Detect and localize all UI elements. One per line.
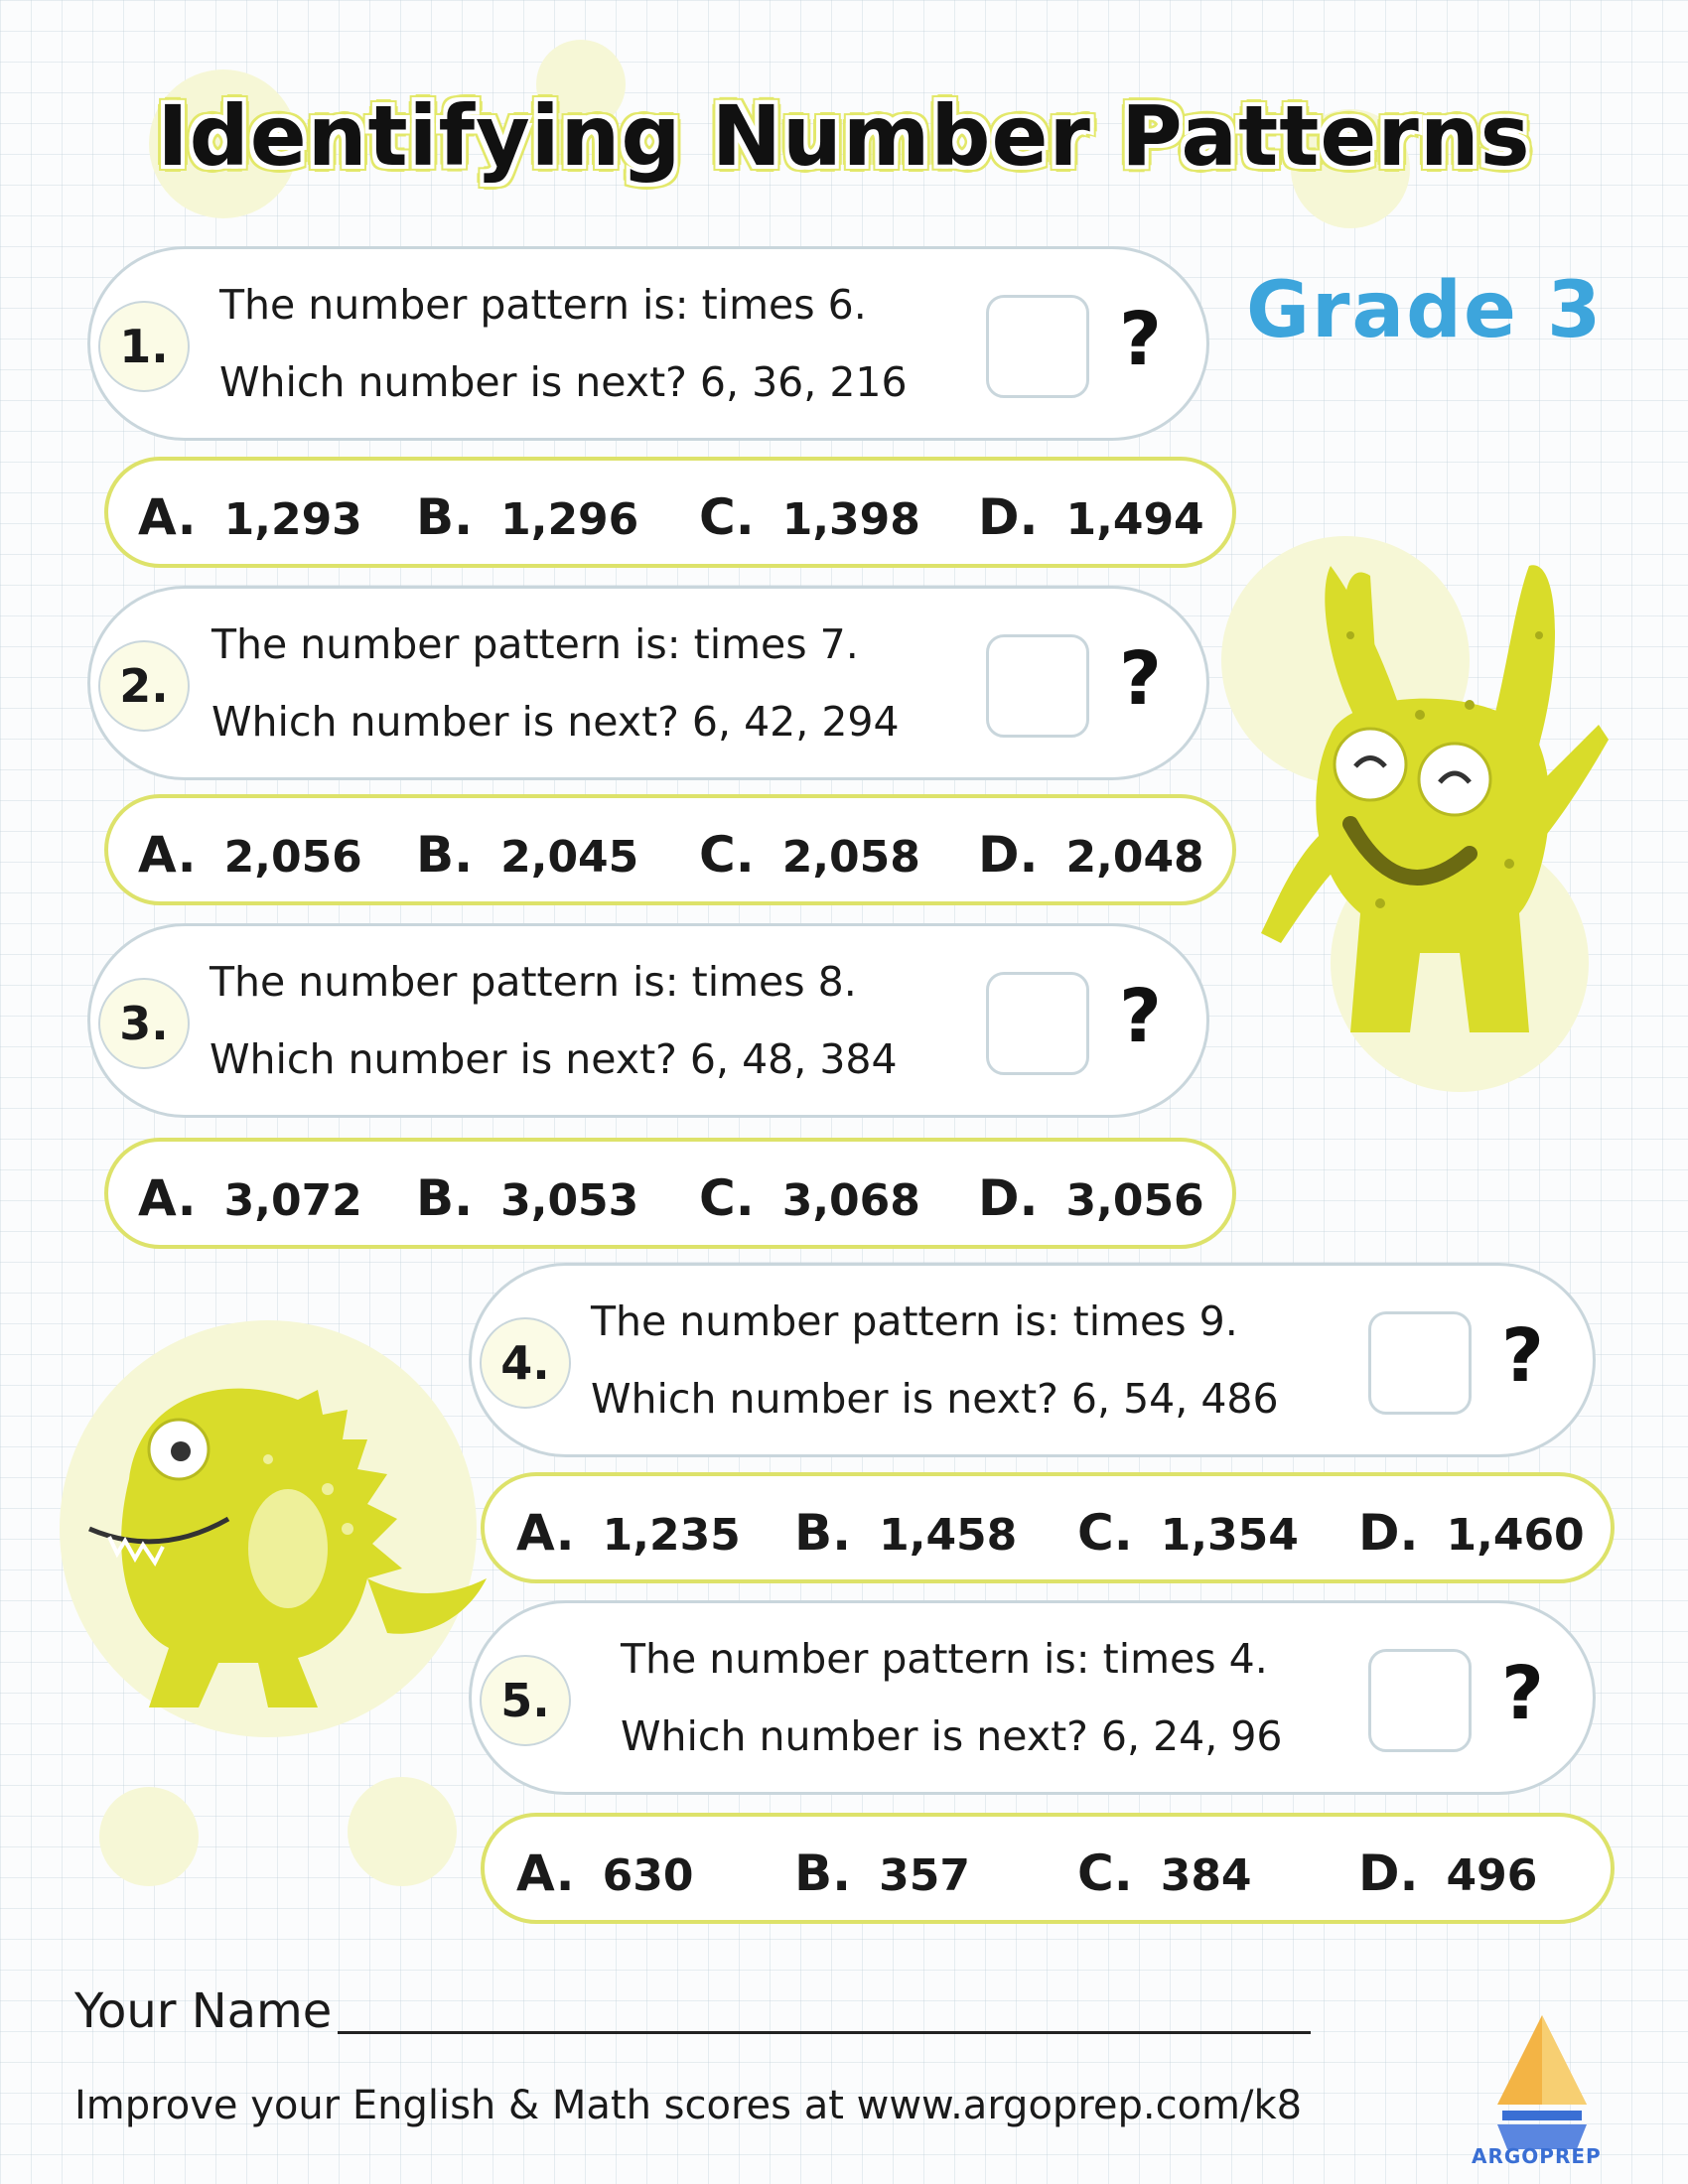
option-letter: C. xyxy=(699,1169,755,1227)
option-d[interactable] xyxy=(978,1169,1204,1227)
decor-blob xyxy=(348,1777,457,1886)
question-card-4 xyxy=(469,1263,1596,1457)
option-letter: A. xyxy=(138,826,197,884)
option-letter: D. xyxy=(978,826,1039,884)
option-letter: B. xyxy=(416,1169,474,1227)
question-card-2 xyxy=(87,586,1209,780)
option-c[interactable] xyxy=(699,488,920,546)
name-input-line[interactable] xyxy=(338,2031,1311,2034)
option-letter: C. xyxy=(1077,1504,1133,1562)
option-value: 3,053 xyxy=(500,1175,639,1226)
option-value: 2,048 xyxy=(1065,832,1204,883)
question-number: 4. xyxy=(480,1317,571,1409)
question-rule: The number pattern is: times 9. xyxy=(591,1297,1238,1345)
option-letter: B. xyxy=(794,1504,852,1562)
option-value: 1,296 xyxy=(500,494,639,545)
answer-box[interactable] xyxy=(986,295,1089,398)
option-a[interactable] xyxy=(138,826,362,884)
option-value: 2,056 xyxy=(223,832,362,883)
grade-label: Grade 3 xyxy=(1246,266,1604,355)
option-letter: A. xyxy=(516,1844,575,1902)
option-c[interactable] xyxy=(699,826,920,884)
option-a[interactable] xyxy=(138,488,362,546)
answer-box[interactable] xyxy=(986,972,1089,1075)
options-row-2 xyxy=(104,794,1236,905)
option-b[interactable] xyxy=(794,1844,970,1902)
page-title: Identifying Number Patterns xyxy=(157,87,1531,185)
option-letter: D. xyxy=(978,1169,1039,1227)
options-row-4 xyxy=(481,1472,1615,1583)
option-letter: C. xyxy=(699,826,755,884)
question-card-3 xyxy=(87,923,1209,1118)
name-label: Your Name xyxy=(74,1983,333,2039)
option-value: 1,494 xyxy=(1065,494,1204,545)
option-b[interactable] xyxy=(416,488,638,546)
question-mark: ? xyxy=(1501,1313,1544,1399)
option-letter: A. xyxy=(516,1504,575,1562)
option-value: 496 xyxy=(1446,1850,1538,1901)
option-letter: B. xyxy=(794,1844,852,1902)
question-mark: ? xyxy=(1119,297,1162,382)
option-c[interactable] xyxy=(1077,1504,1299,1562)
question-mark: ? xyxy=(1119,974,1162,1059)
green-monster-illustration xyxy=(1221,536,1618,1132)
option-value: 1,293 xyxy=(223,494,362,545)
option-c[interactable] xyxy=(699,1169,920,1227)
question-mark: ? xyxy=(1501,1651,1544,1736)
question-card-1 xyxy=(87,246,1209,441)
options-row-1 xyxy=(104,457,1236,568)
option-value: 1,354 xyxy=(1160,1510,1299,1561)
question-prompt: Which number is next? 6, 24, 96 xyxy=(621,1712,1283,1760)
promo-text: Improve your English & Math scores at www.argoprep.com/k8 xyxy=(74,2083,1303,2128)
option-b[interactable] xyxy=(416,826,638,884)
question-number: 3. xyxy=(98,978,190,1069)
option-a[interactable] xyxy=(138,1169,362,1227)
question-prompt: Which number is next? 6, 54, 486 xyxy=(591,1375,1279,1423)
question-rule: The number pattern is: times 7. xyxy=(211,620,859,668)
answer-box[interactable] xyxy=(986,634,1089,738)
logo-text: ARGOPREP xyxy=(1472,2144,1602,2168)
option-letter: B. xyxy=(416,488,474,546)
option-value: 2,045 xyxy=(500,832,639,883)
option-d[interactable] xyxy=(1358,1504,1585,1562)
options-row-3 xyxy=(104,1138,1236,1249)
option-letter: A. xyxy=(138,1169,197,1227)
lizard-monster-illustration xyxy=(70,1360,506,1737)
option-value: 2,058 xyxy=(781,832,920,883)
question-number: 1. xyxy=(98,301,190,392)
option-letter: D. xyxy=(1358,1504,1419,1562)
option-a[interactable] xyxy=(516,1504,741,1562)
option-d[interactable] xyxy=(978,826,1204,884)
option-value: 3,072 xyxy=(223,1175,362,1226)
option-letter: D. xyxy=(1358,1844,1419,1902)
option-value: 357 xyxy=(879,1850,970,1901)
option-d[interactable] xyxy=(1358,1844,1537,1902)
question-prompt: Which number is next? 6, 42, 294 xyxy=(211,698,900,746)
question-card-5 xyxy=(469,1600,1596,1795)
options-row-5 xyxy=(481,1813,1615,1924)
question-rule: The number pattern is: times 8. xyxy=(210,958,857,1006)
option-value: 384 xyxy=(1160,1850,1252,1901)
decor-blob xyxy=(99,1787,199,1886)
option-b[interactable] xyxy=(416,1169,638,1227)
option-a[interactable] xyxy=(516,1844,693,1902)
option-letter: B. xyxy=(416,826,474,884)
option-value: 3,056 xyxy=(1065,1175,1204,1226)
option-letter: C. xyxy=(1077,1844,1133,1902)
option-letter: D. xyxy=(978,488,1039,546)
option-c[interactable] xyxy=(1077,1844,1252,1902)
option-b[interactable] xyxy=(794,1504,1017,1562)
option-value: 1,235 xyxy=(602,1510,741,1561)
answer-box[interactable] xyxy=(1368,1311,1472,1415)
option-value: 1,398 xyxy=(781,494,920,545)
question-number: 5. xyxy=(480,1655,571,1746)
option-letter: C. xyxy=(699,488,755,546)
option-letter: A. xyxy=(138,488,197,546)
question-rule: The number pattern is: times 6. xyxy=(219,281,867,329)
option-value: 1,460 xyxy=(1446,1510,1585,1561)
question-prompt: Which number is next? 6, 48, 384 xyxy=(210,1035,898,1083)
option-value: 3,068 xyxy=(781,1175,920,1226)
argoprep-logo-icon xyxy=(1477,2005,1607,2164)
option-d[interactable] xyxy=(978,488,1204,546)
answer-box[interactable] xyxy=(1368,1649,1472,1752)
option-value: 630 xyxy=(602,1850,694,1901)
option-value: 1,458 xyxy=(879,1510,1018,1561)
question-prompt: Which number is next? 6, 36, 216 xyxy=(219,358,908,406)
question-number: 2. xyxy=(98,640,190,732)
question-mark: ? xyxy=(1119,636,1162,722)
question-rule: The number pattern is: times 4. xyxy=(621,1635,1268,1683)
